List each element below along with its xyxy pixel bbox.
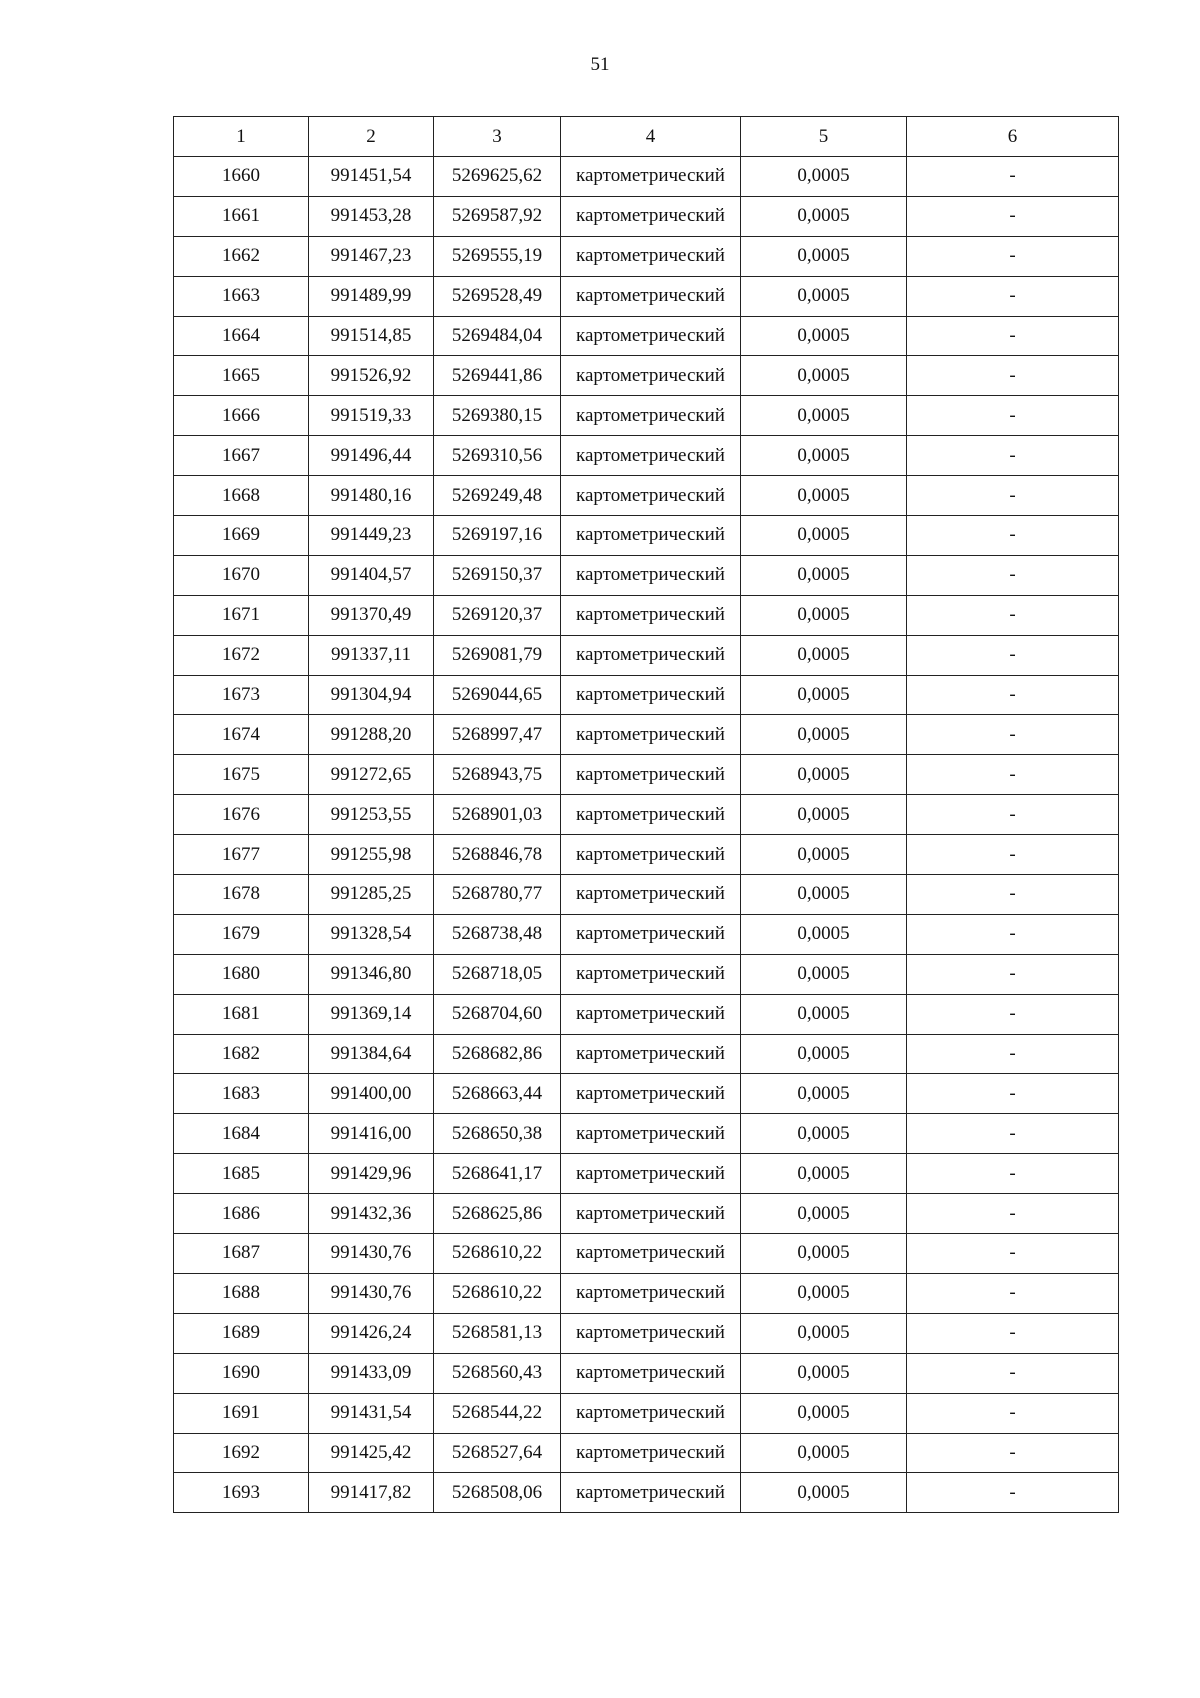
table-row bbox=[174, 555, 1119, 595]
y-coordinate-cell: 5268718,05 bbox=[434, 954, 561, 994]
method-cell: картометрический bbox=[561, 555, 741, 595]
x-coordinate-cell: 991489,99 bbox=[309, 276, 434, 316]
method-cell: картометрический bbox=[561, 436, 741, 476]
accuracy-cell: 0,0005 bbox=[741, 1034, 907, 1074]
method-cell: картометрический bbox=[561, 635, 741, 675]
x-coordinate-cell: 991417,82 bbox=[309, 1473, 434, 1513]
accuracy-cell: 0,0005 bbox=[741, 755, 907, 795]
accuracy-cell: 0,0005 bbox=[741, 476, 907, 516]
x-coordinate-cell: 991425,42 bbox=[309, 1433, 434, 1473]
table-row bbox=[174, 236, 1119, 276]
column-header: 1 bbox=[174, 117, 309, 157]
table-row bbox=[174, 1273, 1119, 1313]
point-number-cell: 1690 bbox=[174, 1353, 309, 1393]
x-coordinate-cell: 991433,09 bbox=[309, 1353, 434, 1393]
method-cell: картометрический bbox=[561, 1353, 741, 1393]
y-coordinate-cell: 5268663,44 bbox=[434, 1074, 561, 1114]
accuracy-cell: 0,0005 bbox=[741, 994, 907, 1034]
y-coordinate-cell: 5268682,86 bbox=[434, 1034, 561, 1074]
table-row bbox=[174, 835, 1119, 875]
accuracy-cell: 0,0005 bbox=[741, 396, 907, 436]
x-coordinate-cell: 991496,44 bbox=[309, 436, 434, 476]
x-coordinate-cell: 991426,24 bbox=[309, 1313, 434, 1353]
x-coordinate-cell: 991384,64 bbox=[309, 1034, 434, 1074]
method-cell: картометрический bbox=[561, 476, 741, 516]
description-cell: - bbox=[907, 755, 1119, 795]
table-row bbox=[174, 954, 1119, 994]
y-coordinate-cell: 5268610,22 bbox=[434, 1273, 561, 1313]
accuracy-cell: 0,0005 bbox=[741, 276, 907, 316]
y-coordinate-cell: 5268560,43 bbox=[434, 1353, 561, 1393]
accuracy-cell: 0,0005 bbox=[741, 875, 907, 915]
description-cell: - bbox=[907, 1114, 1119, 1154]
accuracy-cell: 0,0005 bbox=[741, 1433, 907, 1473]
point-number-cell: 1664 bbox=[174, 316, 309, 356]
description-cell: - bbox=[907, 1433, 1119, 1473]
point-number-cell: 1685 bbox=[174, 1154, 309, 1194]
method-cell: картометрический bbox=[561, 1194, 741, 1234]
point-number-cell: 1661 bbox=[174, 196, 309, 236]
method-cell: картометрический bbox=[561, 755, 741, 795]
table-row bbox=[174, 396, 1119, 436]
point-number-cell: 1682 bbox=[174, 1034, 309, 1074]
accuracy-cell: 0,0005 bbox=[741, 1194, 907, 1234]
table-row bbox=[174, 1034, 1119, 1074]
table-row bbox=[174, 1074, 1119, 1114]
table-row bbox=[174, 1433, 1119, 1473]
description-cell: - bbox=[907, 1234, 1119, 1274]
x-coordinate-cell: 991255,98 bbox=[309, 835, 434, 875]
method-cell: картометрический bbox=[561, 1433, 741, 1473]
y-coordinate-cell: 5269120,37 bbox=[434, 595, 561, 635]
x-coordinate-cell: 991328,54 bbox=[309, 914, 434, 954]
description-cell: - bbox=[907, 396, 1119, 436]
y-coordinate-cell: 5268581,13 bbox=[434, 1313, 561, 1353]
y-coordinate-cell: 5268704,60 bbox=[434, 994, 561, 1034]
description-cell: - bbox=[907, 994, 1119, 1034]
table-row bbox=[174, 1393, 1119, 1433]
accuracy-cell: 0,0005 bbox=[741, 595, 907, 635]
y-coordinate-cell: 5269441,86 bbox=[434, 356, 561, 396]
description-cell: - bbox=[907, 1154, 1119, 1194]
y-coordinate-cell: 5268846,78 bbox=[434, 835, 561, 875]
point-number-cell: 1681 bbox=[174, 994, 309, 1034]
accuracy-cell: 0,0005 bbox=[741, 1114, 907, 1154]
table-row bbox=[174, 516, 1119, 556]
point-number-cell: 1667 bbox=[174, 436, 309, 476]
method-cell: картометрический bbox=[561, 875, 741, 915]
description-cell: - bbox=[907, 1393, 1119, 1433]
x-coordinate-cell: 991449,23 bbox=[309, 516, 434, 556]
point-number-cell: 1668 bbox=[174, 476, 309, 516]
accuracy-cell: 0,0005 bbox=[741, 356, 907, 396]
y-coordinate-cell: 5268780,77 bbox=[434, 875, 561, 915]
point-number-cell: 1683 bbox=[174, 1074, 309, 1114]
accuracy-cell: 0,0005 bbox=[741, 675, 907, 715]
description-cell: - bbox=[907, 476, 1119, 516]
y-coordinate-cell: 5269484,04 bbox=[434, 316, 561, 356]
accuracy-cell: 0,0005 bbox=[741, 835, 907, 875]
description-cell: - bbox=[907, 555, 1119, 595]
table-row bbox=[174, 875, 1119, 915]
x-coordinate-cell: 991467,23 bbox=[309, 236, 434, 276]
accuracy-cell: 0,0005 bbox=[741, 1473, 907, 1513]
description-cell: - bbox=[907, 835, 1119, 875]
method-cell: картометрический bbox=[561, 236, 741, 276]
table-row bbox=[174, 1313, 1119, 1353]
description-cell: - bbox=[907, 595, 1119, 635]
accuracy-cell: 0,0005 bbox=[741, 196, 907, 236]
accuracy-cell: 0,0005 bbox=[741, 236, 907, 276]
accuracy-cell: 0,0005 bbox=[741, 954, 907, 994]
y-coordinate-cell: 5268508,06 bbox=[434, 1473, 561, 1513]
description-cell: - bbox=[907, 356, 1119, 396]
method-cell: картометрический bbox=[561, 675, 741, 715]
y-coordinate-cell: 5269555,19 bbox=[434, 236, 561, 276]
accuracy-cell: 0,0005 bbox=[741, 157, 907, 197]
method-cell: картометрический bbox=[561, 914, 741, 954]
description-cell: - bbox=[907, 1034, 1119, 1074]
point-number-cell: 1662 bbox=[174, 236, 309, 276]
x-coordinate-cell: 991337,11 bbox=[309, 635, 434, 675]
description-cell: - bbox=[907, 715, 1119, 755]
method-cell: картометрический bbox=[561, 1114, 741, 1154]
y-coordinate-cell: 5268650,38 bbox=[434, 1114, 561, 1154]
x-coordinate-cell: 991416,00 bbox=[309, 1114, 434, 1154]
x-coordinate-cell: 991514,85 bbox=[309, 316, 434, 356]
method-cell: картометрический bbox=[561, 954, 741, 994]
y-coordinate-cell: 5268901,03 bbox=[434, 795, 561, 835]
y-coordinate-cell: 5269528,49 bbox=[434, 276, 561, 316]
description-cell: - bbox=[907, 436, 1119, 476]
point-number-cell: 1673 bbox=[174, 675, 309, 715]
table-body bbox=[174, 157, 1119, 1513]
description-cell: - bbox=[907, 276, 1119, 316]
method-cell: картометрический bbox=[561, 1393, 741, 1433]
x-coordinate-cell: 991370,49 bbox=[309, 595, 434, 635]
table-row bbox=[174, 316, 1119, 356]
table-row bbox=[174, 595, 1119, 635]
x-coordinate-cell: 991288,20 bbox=[309, 715, 434, 755]
method-cell: картометрический bbox=[561, 196, 741, 236]
table-row bbox=[174, 715, 1119, 755]
y-coordinate-cell: 5268527,64 bbox=[434, 1433, 561, 1473]
point-number-cell: 1677 bbox=[174, 835, 309, 875]
point-number-cell: 1684 bbox=[174, 1114, 309, 1154]
accuracy-cell: 0,0005 bbox=[741, 1393, 907, 1433]
description-cell: - bbox=[907, 1273, 1119, 1313]
table-row bbox=[174, 1194, 1119, 1234]
description-cell: - bbox=[907, 157, 1119, 197]
accuracy-cell: 0,0005 bbox=[741, 516, 907, 556]
method-cell: картометрический bbox=[561, 795, 741, 835]
x-coordinate-cell: 991285,25 bbox=[309, 875, 434, 915]
x-coordinate-cell: 991430,76 bbox=[309, 1273, 434, 1313]
column-header: 4 bbox=[561, 117, 741, 157]
table-row bbox=[174, 157, 1119, 197]
description-cell: - bbox=[907, 1353, 1119, 1393]
point-number-cell: 1670 bbox=[174, 555, 309, 595]
page-number: 51 bbox=[590, 54, 610, 75]
accuracy-cell: 0,0005 bbox=[741, 555, 907, 595]
x-coordinate-cell: 991431,54 bbox=[309, 1393, 434, 1433]
description-cell: - bbox=[907, 1074, 1119, 1114]
point-number-cell: 1676 bbox=[174, 795, 309, 835]
table-row bbox=[174, 635, 1119, 675]
y-coordinate-cell: 5269310,56 bbox=[434, 436, 561, 476]
point-number-cell: 1687 bbox=[174, 1234, 309, 1274]
y-coordinate-cell: 5269044,65 bbox=[434, 675, 561, 715]
table-row bbox=[174, 795, 1119, 835]
point-number-cell: 1680 bbox=[174, 954, 309, 994]
x-coordinate-cell: 991429,96 bbox=[309, 1154, 434, 1194]
point-number-cell: 1691 bbox=[174, 1393, 309, 1433]
accuracy-cell: 0,0005 bbox=[741, 1154, 907, 1194]
table-row bbox=[174, 356, 1119, 396]
accuracy-cell: 0,0005 bbox=[741, 715, 907, 755]
method-cell: картометрический bbox=[561, 1273, 741, 1313]
description-cell: - bbox=[907, 1473, 1119, 1513]
point-number-cell: 1671 bbox=[174, 595, 309, 635]
point-number-cell: 1672 bbox=[174, 635, 309, 675]
point-number-cell: 1663 bbox=[174, 276, 309, 316]
y-coordinate-cell: 5268641,17 bbox=[434, 1154, 561, 1194]
y-coordinate-cell: 5269081,79 bbox=[434, 635, 561, 675]
point-number-cell: 1678 bbox=[174, 875, 309, 915]
x-coordinate-cell: 991400,00 bbox=[309, 1074, 434, 1114]
table-row bbox=[174, 196, 1119, 236]
column-header: 6 bbox=[907, 117, 1119, 157]
accuracy-cell: 0,0005 bbox=[741, 1273, 907, 1313]
method-cell: картометрический bbox=[561, 1313, 741, 1353]
method-cell: картометрический bbox=[561, 1234, 741, 1274]
y-coordinate-cell: 5269380,15 bbox=[434, 396, 561, 436]
x-coordinate-cell: 991272,65 bbox=[309, 755, 434, 795]
x-coordinate-cell: 991451,54 bbox=[309, 157, 434, 197]
accuracy-cell: 0,0005 bbox=[741, 436, 907, 476]
table-row bbox=[174, 1154, 1119, 1194]
point-number-cell: 1686 bbox=[174, 1194, 309, 1234]
y-coordinate-cell: 5269249,48 bbox=[434, 476, 561, 516]
description-cell: - bbox=[907, 954, 1119, 994]
point-number-cell: 1674 bbox=[174, 715, 309, 755]
accuracy-cell: 0,0005 bbox=[741, 316, 907, 356]
method-cell: картометрический bbox=[561, 316, 741, 356]
column-header: 5 bbox=[741, 117, 907, 157]
column-header: 2 bbox=[309, 117, 434, 157]
accuracy-cell: 0,0005 bbox=[741, 914, 907, 954]
method-cell: картометрический bbox=[561, 1074, 741, 1114]
accuracy-cell: 0,0005 bbox=[741, 1353, 907, 1393]
table-row bbox=[174, 276, 1119, 316]
point-number-cell: 1669 bbox=[174, 516, 309, 556]
y-coordinate-cell: 5268610,22 bbox=[434, 1234, 561, 1274]
x-coordinate-cell: 991432,36 bbox=[309, 1194, 434, 1234]
y-coordinate-cell: 5269150,37 bbox=[434, 555, 561, 595]
x-coordinate-cell: 991253,55 bbox=[309, 795, 434, 835]
method-cell: картометрический bbox=[561, 396, 741, 436]
description-cell: - bbox=[907, 1313, 1119, 1353]
point-number-cell: 1665 bbox=[174, 356, 309, 396]
table-row bbox=[174, 1473, 1119, 1513]
description-cell: - bbox=[907, 675, 1119, 715]
description-cell: - bbox=[907, 316, 1119, 356]
coordinates-table bbox=[173, 116, 1119, 1513]
x-coordinate-cell: 991404,57 bbox=[309, 555, 434, 595]
description-cell: - bbox=[907, 914, 1119, 954]
accuracy-cell: 0,0005 bbox=[741, 635, 907, 675]
y-coordinate-cell: 5268943,75 bbox=[434, 755, 561, 795]
table-row bbox=[174, 436, 1119, 476]
x-coordinate-cell: 991430,76 bbox=[309, 1234, 434, 1274]
y-coordinate-cell: 5268625,86 bbox=[434, 1194, 561, 1234]
description-cell: - bbox=[907, 875, 1119, 915]
table-row bbox=[174, 914, 1119, 954]
table-row bbox=[174, 1234, 1119, 1274]
description-cell: - bbox=[907, 196, 1119, 236]
description-cell: - bbox=[907, 236, 1119, 276]
method-cell: картометрический bbox=[561, 276, 741, 316]
method-cell: картометрический bbox=[561, 595, 741, 635]
method-cell: картометрический bbox=[561, 1034, 741, 1074]
x-coordinate-cell: 991304,94 bbox=[309, 675, 434, 715]
x-coordinate-cell: 991519,33 bbox=[309, 396, 434, 436]
point-number-cell: 1688 bbox=[174, 1273, 309, 1313]
method-cell: картометрический bbox=[561, 715, 741, 755]
method-cell: картометрический bbox=[561, 994, 741, 1034]
point-number-cell: 1666 bbox=[174, 396, 309, 436]
table-row bbox=[174, 755, 1119, 795]
accuracy-cell: 0,0005 bbox=[741, 1234, 907, 1274]
method-cell: картометрический bbox=[561, 157, 741, 197]
point-number-cell: 1675 bbox=[174, 755, 309, 795]
x-coordinate-cell: 991526,92 bbox=[309, 356, 434, 396]
accuracy-cell: 0,0005 bbox=[741, 1074, 907, 1114]
method-cell: картометрический bbox=[561, 516, 741, 556]
x-coordinate-cell: 991346,80 bbox=[309, 954, 434, 994]
y-coordinate-cell: 5269587,92 bbox=[434, 196, 561, 236]
x-coordinate-cell: 991369,14 bbox=[309, 994, 434, 1034]
point-number-cell: 1679 bbox=[174, 914, 309, 954]
description-cell: - bbox=[907, 635, 1119, 675]
y-coordinate-cell: 5268738,48 bbox=[434, 914, 561, 954]
method-cell: картометрический bbox=[561, 1473, 741, 1513]
y-coordinate-cell: 5269625,62 bbox=[434, 157, 561, 197]
table-row bbox=[174, 675, 1119, 715]
point-number-cell: 1660 bbox=[174, 157, 309, 197]
column-header: 3 bbox=[434, 117, 561, 157]
table-row bbox=[174, 994, 1119, 1034]
method-cell: картометрический bbox=[561, 356, 741, 396]
y-coordinate-cell: 5268544,22 bbox=[434, 1393, 561, 1433]
table-header-row bbox=[174, 117, 1119, 157]
accuracy-cell: 0,0005 bbox=[741, 795, 907, 835]
accuracy-cell: 0,0005 bbox=[741, 1313, 907, 1353]
point-number-cell: 1689 bbox=[174, 1313, 309, 1353]
method-cell: картометрический bbox=[561, 835, 741, 875]
table-row bbox=[174, 476, 1119, 516]
point-number-cell: 1693 bbox=[174, 1473, 309, 1513]
y-coordinate-cell: 5268997,47 bbox=[434, 715, 561, 755]
x-coordinate-cell: 991480,16 bbox=[309, 476, 434, 516]
description-cell: - bbox=[907, 795, 1119, 835]
x-coordinate-cell: 991453,28 bbox=[309, 196, 434, 236]
table-row bbox=[174, 1114, 1119, 1154]
table-row bbox=[174, 1353, 1119, 1393]
description-cell: - bbox=[907, 516, 1119, 556]
method-cell: картометрический bbox=[561, 1154, 741, 1194]
description-cell: - bbox=[907, 1194, 1119, 1234]
y-coordinate-cell: 5269197,16 bbox=[434, 516, 561, 556]
point-number-cell: 1692 bbox=[174, 1433, 309, 1473]
